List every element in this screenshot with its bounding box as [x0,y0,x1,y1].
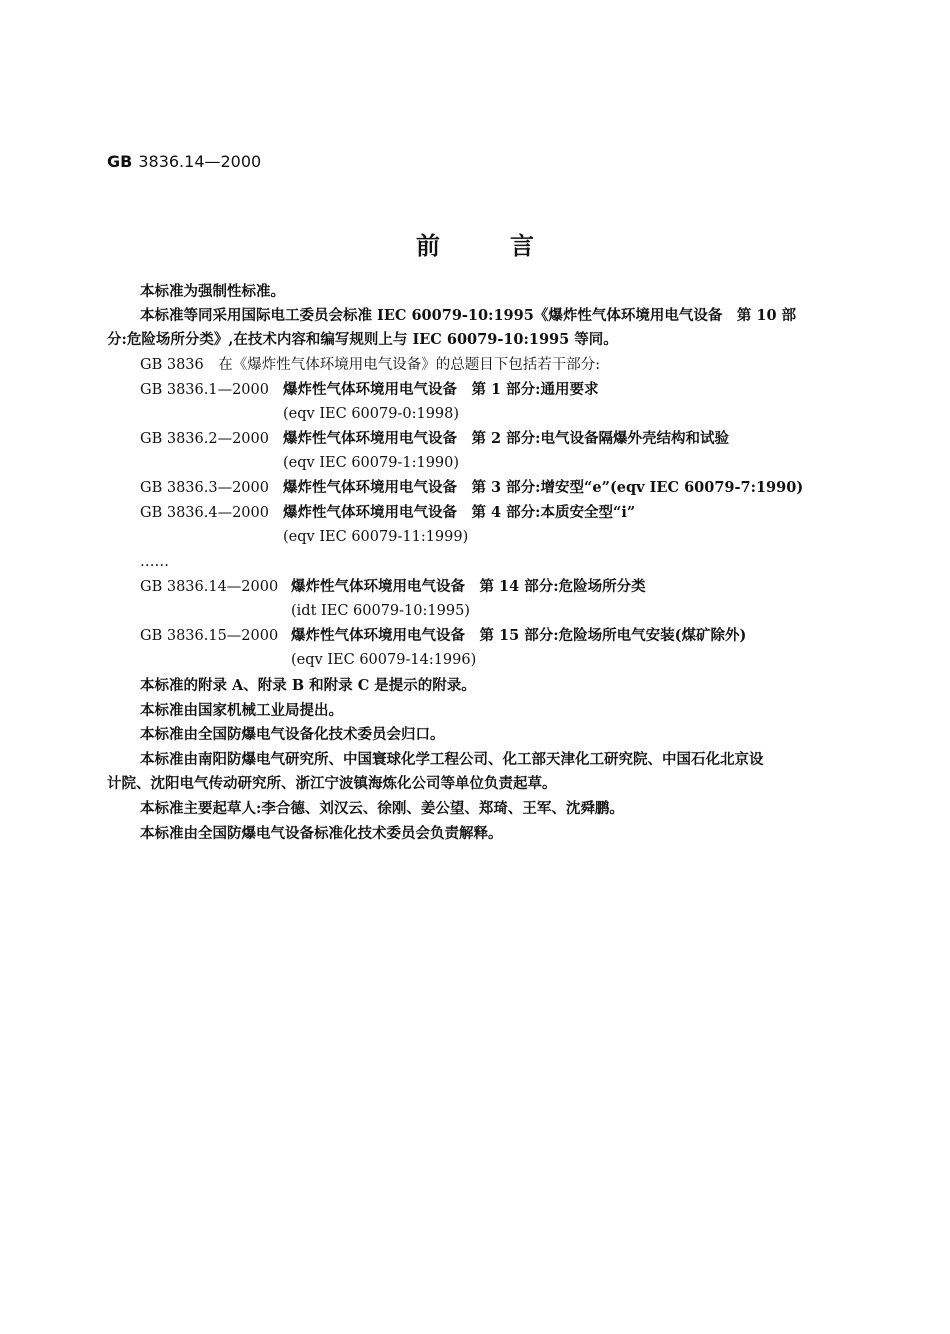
part-code: GB 3836.15—2000 [140,628,279,644]
part-row [0,575,950,599]
paragraph-interpretation: 本标准由全国防爆电气设备标准化技术委员会负责解释。 [140,825,503,842]
paragraph-drafters: 本标准主要起草人:李合德、刘汉云、徐刚、姜公望、郑琦、王军、沈舜鹏。 [140,800,624,817]
paragraph-mandatory: 本标准为强制性标准。 [140,283,285,300]
standard-prefix: GB [107,152,133,171]
part-code: GB 3836.4—2000 [140,505,269,521]
part-ref: (idt IEC 60079-10:1995) [291,603,470,619]
standard-code [107,152,261,171]
part-title: 爆炸性气体环境用电气设备 第 15 部分:危险场所电气安装(煤矿除外) [291,627,747,644]
paragraph-adoption-line1: 本标准等同采用国际电工委员会标准 IEC 60079-10:1995《爆炸性气体环境用电气设备 第 10 部 [140,307,797,324]
part-row [0,427,950,451]
part-title: 爆炸性气体环境用电气设备 第 2 部分:电气设备隔爆外壳结构和试验 [283,430,730,447]
part-code: GB 3836.3—2000 [140,480,269,496]
part-code: GB 3836.14—2000 [140,579,279,595]
part-row [0,378,950,402]
part-title: 爆炸性气体环境用电气设备 第 3 部分:增安型“e”(eqv IEC 60079-7:1990) [283,479,804,496]
paragraph-adoption-line2: 分:危险场所分类》,在技术内容和编写规则上与 IEC 60079-10:1995 等同。 [107,331,618,348]
paragraph-drafters-org-line2: 计院、沈阳电气传动研究所、浙江宁波镇海炼化公司等单位负责起草。 [107,775,557,792]
paragraph-drafters-org-line1: 本标准由南阳防爆电气研究所、中国寰球化学工程公司、化工部天津化工研究院、中国石化北京设 [140,751,764,768]
part-ref: (eqv IEC 60079-0:1998) [283,406,460,422]
paragraph-parts-intro: GB 3836 在《爆炸性气体环境用电气设备》的总题目下包括若干部分: [140,357,601,373]
part-code: GB 3836.1—2000 [140,382,269,398]
part-row [0,624,950,648]
paragraph-appendix: 本标准的附录 A、附录 B 和附录 C 是提示的附录。 [140,677,476,694]
paragraph-centralized: 本标准由全国防爆电气设备化技术委员会归口。 [140,726,445,743]
part-ref-row [0,648,950,672]
standard-number: 3836.14—2000 [138,152,262,171]
paragraph-proposer: 本标准由国家机械工业局提出。 [140,702,343,719]
part-title: 爆炸性气体环境用电气设备 第 14 部分:危险场所分类 [291,578,646,595]
part-code: GB 3836.2—2000 [140,431,269,447]
part-ref: (eqv IEC 60079-11:1999) [283,529,469,545]
part-ref-row [0,599,950,623]
part-ref-row [0,402,950,426]
part-ref: (eqv IEC 60079-14:1996) [291,652,477,668]
page-title: 前言 [416,231,604,260]
part-ref-row [0,451,950,475]
part-row [0,476,950,500]
part-title: 爆炸性气体环境用电气设备 第 1 部分:通用要求 [283,381,599,398]
part-ref-row [0,525,950,549]
part-row [0,501,950,525]
part-ref: (eqv IEC 60079-1:1990) [283,455,460,471]
part-title: 爆炸性气体环境用电气设备 第 4 部分:本质安全型“i” [283,504,636,521]
ellipsis: …… [140,554,169,570]
